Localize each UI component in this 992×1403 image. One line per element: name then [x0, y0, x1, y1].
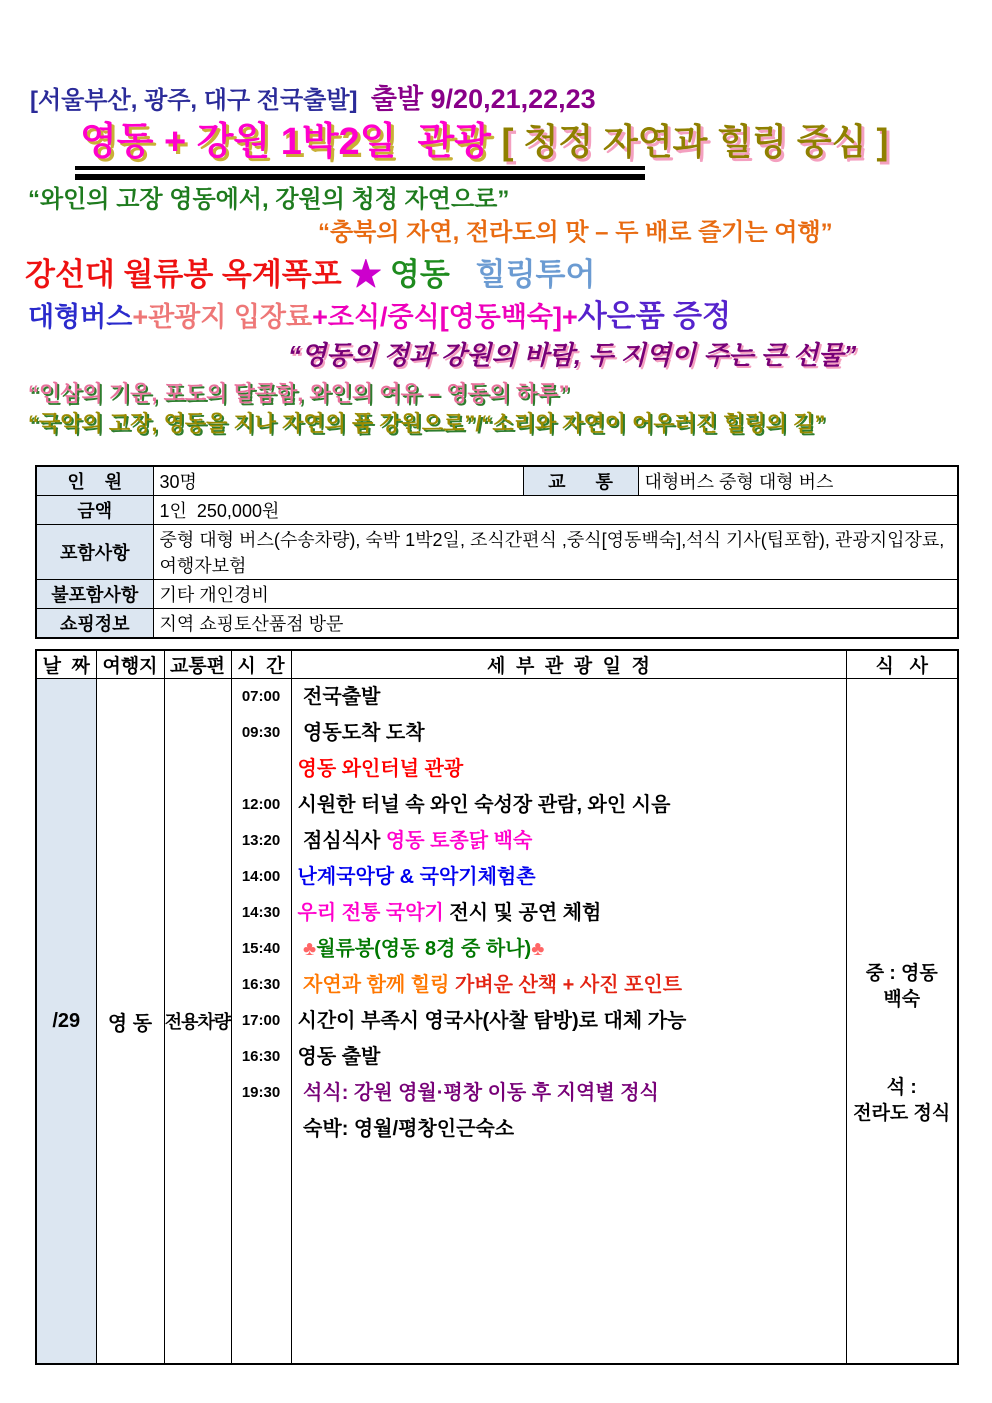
- included-bus: 대형버스: [28, 302, 133, 332]
- info-table: [35, 465, 959, 639]
- meal-lunch-line2: 백숙: [883, 989, 921, 1010]
- header-time: 시 간: [231, 650, 291, 679]
- info-row-excluded: [36, 580, 958, 609]
- meal-dinner-line1: 석 :: [886, 1077, 917, 1098]
- schedule-detail: [292, 967, 846, 1003]
- schedule-detail-segment: 점심식사: [297, 830, 386, 852]
- schedule-detail-segment: 가벼운 산책 + 사진 포인트: [454, 974, 683, 996]
- schedule-time: 14:30: [241, 904, 281, 921]
- schedule-detail: [292, 787, 846, 823]
- departure-cities: [서울부산, 광주, 대구 전국출발]: [30, 87, 371, 114]
- header-detail: 세 부 관 광 일 정: [291, 650, 846, 679]
- spots-region: 영동: [381, 257, 450, 292]
- departure-line: [30, 84, 992, 116]
- included-line: [28, 297, 992, 337]
- info-row-included: [36, 525, 958, 580]
- excluded-label: 불포함사항: [36, 580, 153, 609]
- schedule-time: 15:40: [241, 940, 281, 957]
- schedule-detail-segment: 자연과 함께 힐링: [297, 974, 455, 996]
- schedule-time: 16:30: [241, 976, 281, 993]
- schedule-detail: [292, 931, 846, 967]
- meal-dinner: [847, 1075, 958, 1127]
- price-label: 금액: [36, 496, 153, 525]
- info-row-price: [36, 496, 958, 525]
- schedule-detail-segment: 전국출발: [297, 686, 381, 708]
- departure-dates: 출발 9/20,21,22,23: [370, 84, 596, 114]
- schedule-place: 영 동: [96, 679, 164, 1365]
- detail-column: [291, 679, 846, 1365]
- schedule-header-row: [36, 650, 958, 679]
- title-main: 영동 + 강원 1박2일 관광: [80, 121, 502, 163]
- schedule-time: 13:20: [241, 832, 281, 849]
- excluded-value: 기타 개인경비: [153, 580, 958, 609]
- people-label: 인 원: [36, 466, 153, 496]
- spots-names: 강선대 월류봉 옥계폭포: [25, 257, 351, 292]
- quote-green: “와인의 고장 영동에서, 강원의 청정 자연으로”: [28, 186, 510, 213]
- schedule-detail-segment: 영동 토종닭 백숙: [385, 830, 533, 852]
- schedule-detail-segment: 시원한 터널 속 와인 숙성장 관람, 와인 시음: [297, 794, 671, 816]
- schedule-time: 07:00: [241, 688, 281, 705]
- schedule-detail-segment: 영동 와인터널 관광: [297, 758, 464, 780]
- schedule-time: 16:30: [241, 1048, 281, 1065]
- schedule-detail: [292, 751, 846, 787]
- schedule-detail-segment: 석식: 강원 영월·평창 이동 후 지역별 정식: [297, 1082, 659, 1104]
- schedule-detail-segment: ♣: [531, 938, 545, 960]
- schedule-detail: [292, 1111, 846, 1147]
- schedule-body-row: [36, 679, 958, 1365]
- header-meal: 식 사: [846, 650, 958, 679]
- included-ticket: +관광지 입장료: [132, 302, 313, 332]
- schedule-detail-segment: ♣: [297, 938, 317, 960]
- schedule-detail: [292, 1039, 846, 1075]
- info-row-shopping: [36, 609, 958, 639]
- included-gift: 사은품 증정: [577, 300, 732, 333]
- schedule-detail-segment: 월류봉(영동 8경 중 하나): [316, 938, 532, 960]
- schedule-detail-segment: 전시 및 공연 체험: [449, 902, 602, 924]
- shopping-value: 지역 쇼핑토산품점 방문: [153, 609, 958, 639]
- schedule-time: 09:30: [241, 724, 281, 741]
- quote-olive: “국악의 고장, 영동을 지나 자연의 품 강원으로”/“소리와 자연이 어우러진 힐링의 길”: [28, 411, 826, 436]
- included-value: 중형 대형 버스(수송차량), 숙박 1박2일, 조식간편식 ,중식[영동백숙],석식 기사(팁포함), 관광지입장료, 여행자보험: [153, 525, 958, 580]
- schedule-time: [232, 751, 291, 787]
- schedule-detail-segment: 숙박: 영월/평창인근숙소: [297, 1118, 515, 1140]
- schedule-time: 17:00: [241, 1012, 281, 1029]
- header-date: 날 짜: [36, 650, 96, 679]
- quote-orange: “충북의 자연, 전라도의 맛 – 두 배로 즐기는 여행”: [318, 219, 833, 246]
- header-place: 여행지: [96, 650, 164, 679]
- schedule-transport: 전용차량: [164, 679, 231, 1365]
- schedule-detail-segment: 우리 전통 국악기: [297, 902, 450, 924]
- title-underline: [75, 166, 645, 180]
- quote-pink: “인삼의 기운, 포도의 달콤함, 와인의 여유 – 영동의 하루”: [28, 381, 570, 406]
- title-bracket: [ 청정 자연과 힐링 중심 ]: [501, 121, 889, 162]
- meal-lunch-line1: 중 : 영동: [865, 963, 938, 984]
- time-column: [231, 679, 291, 1365]
- schedule-detail-segment: 영동 출발: [297, 1046, 381, 1068]
- schedule-detail: [292, 679, 846, 715]
- schedule-date: /29: [36, 679, 96, 1365]
- schedule-time: [232, 1111, 291, 1147]
- included-label: 포함사항: [36, 525, 153, 580]
- shopping-label: 쇼핑정보: [36, 609, 153, 639]
- schedule-detail: [292, 1003, 846, 1039]
- transport-value: 대형버스 중형 대형 버스: [638, 466, 958, 496]
- schedule-detail: [292, 823, 846, 859]
- people-value: 30명: [153, 466, 523, 496]
- schedule-time: 19:30: [241, 1084, 281, 1101]
- spots-tour-type: 힐링투어: [449, 257, 596, 292]
- transport-label: 교 통: [523, 466, 638, 496]
- schedule-detail: [292, 715, 846, 751]
- schedule-detail-segment: 난계국악당 & 국악기체험촌: [297, 866, 536, 888]
- schedule-time: 12:00: [241, 796, 281, 813]
- schedule-table: [35, 649, 959, 1365]
- schedule-time: 14:00: [241, 868, 281, 885]
- meal-column: [846, 679, 958, 1365]
- schedule-detail-segment: 영동도착 도착: [297, 722, 425, 744]
- header-transport: 교통편: [164, 650, 231, 679]
- spots-line: [25, 253, 992, 297]
- price-value: 1인 250,000원: [153, 496, 958, 525]
- schedule-detail: [292, 859, 846, 895]
- schedule-detail: [292, 1075, 846, 1111]
- page-title: [80, 118, 992, 166]
- meal-lunch: [847, 961, 958, 1013]
- included-meal: +조식/중식[영동백숙]+: [312, 302, 578, 332]
- meal-dinner-line2: 전라도 정식: [853, 1103, 951, 1124]
- schedule-detail-segment: 시간이 부족시 영국사(사찰 탐방)로 대체 가능: [297, 1010, 687, 1032]
- schedule-detail: [292, 895, 846, 931]
- info-row-people: [36, 466, 958, 496]
- quote-purple: “영동의 정과 강원의 바람, 두 지역이 주는 큰 선물”: [288, 340, 857, 370]
- star-icon: ★: [350, 257, 382, 292]
